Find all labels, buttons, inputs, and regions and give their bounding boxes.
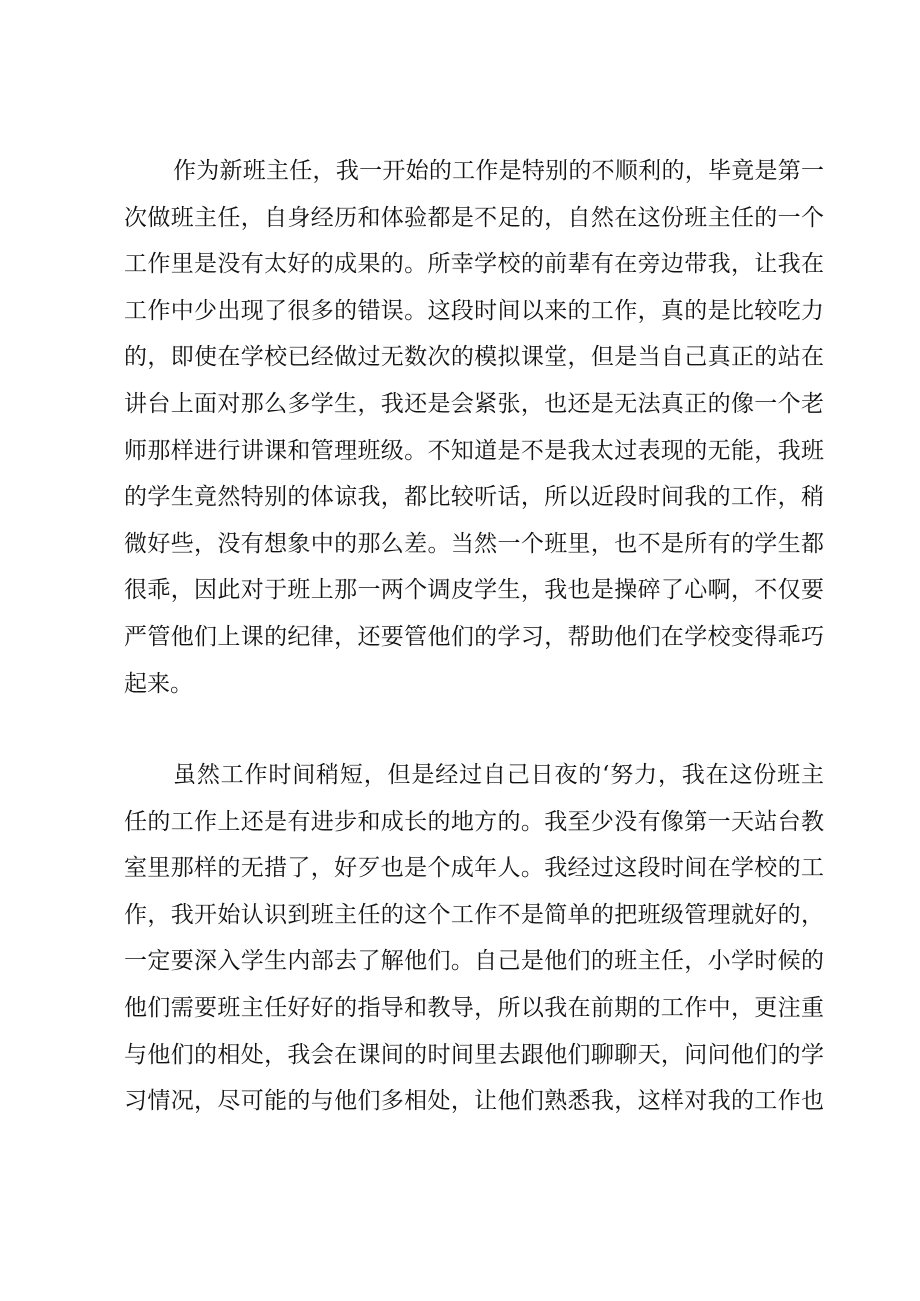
paragraph-line: 很乖，因此对于班上那一两个调皮学生，我也是操碎了心啊，不仅要 [124, 577, 824, 604]
paragraph-line: 任的工作上还是有进步和成长的地方的。我至少没有像第一天站台教 [124, 808, 824, 835]
paragraph-line: 的，即使在学校已经做过无数次的模拟课堂，但是当自己真正的站在 [124, 344, 824, 371]
paragraph-line: 工作中少出现了很多的错误。这段时间以来的工作，真的是比较吃力 [124, 297, 824, 324]
paragraph-line: 他们需要班主任好好的指导和教导，所以我在前期的工作中，更注重 [124, 994, 824, 1021]
paragraph-line: 起来。 [124, 670, 193, 697]
paragraph-line: 的学生竟然特别的体谅我，都比较听话，所以近段时间我的工作，稍 [124, 484, 824, 511]
paragraph-line: 一定要深入学生内部去了解他们。自己是他们的班主任，小学时候的 [124, 948, 824, 975]
paragraph-line: 微好些，没有想象中的那么差。当然一个班里，也不是所有的学生都 [124, 530, 824, 557]
paragraph-line: 严管他们上课的纪律，还要管他们的学习，帮助他们在学校变得乖巧 [124, 623, 824, 650]
paragraph-line: 虽然工作时间稍短，但是经过自己日夜的‘努力，我在这份班主 [173, 762, 824, 788]
paragraph-line: 与他们的相处，我会在课间的时间里去跟他们聊聊天，问问他们的学 [124, 1041, 824, 1068]
paragraph-line: 讲台上面对那么多学生，我还是会紧张，也还是无法真正的像一个老 [124, 390, 824, 417]
paragraph-line: 次做班主任，自身经历和体验都是不足的，自然在这份班主任的一个 [124, 204, 824, 231]
paragraph-line: 作为新班主任，我一开始的工作是特别的不顺利的，毕竟是第一 [173, 158, 824, 184]
paragraph-line: 作，我开始认识到班主任的这个工作不是简单的把班级管理就好的， [124, 901, 824, 928]
paragraph-2 [124, 752, 824, 1125]
paragraph-line: 工作里是没有太好的成果的。所幸学校的前辈有在旁边带我，让我在 [124, 251, 824, 278]
paragraph-line: 室里那样的无措了，好歹也是个成年人。我经过这段时间在学校的工 [124, 855, 824, 882]
paragraph-line: 师那样进行讲课和管理班级。不知道是不是我太过表现的无能，我班 [124, 437, 824, 464]
paragraph-line: 习情况，尽可能的与他们多相处，让他们熟悉我，这样对我的工作也 [124, 1088, 824, 1115]
paragraph-1 [124, 148, 824, 707]
